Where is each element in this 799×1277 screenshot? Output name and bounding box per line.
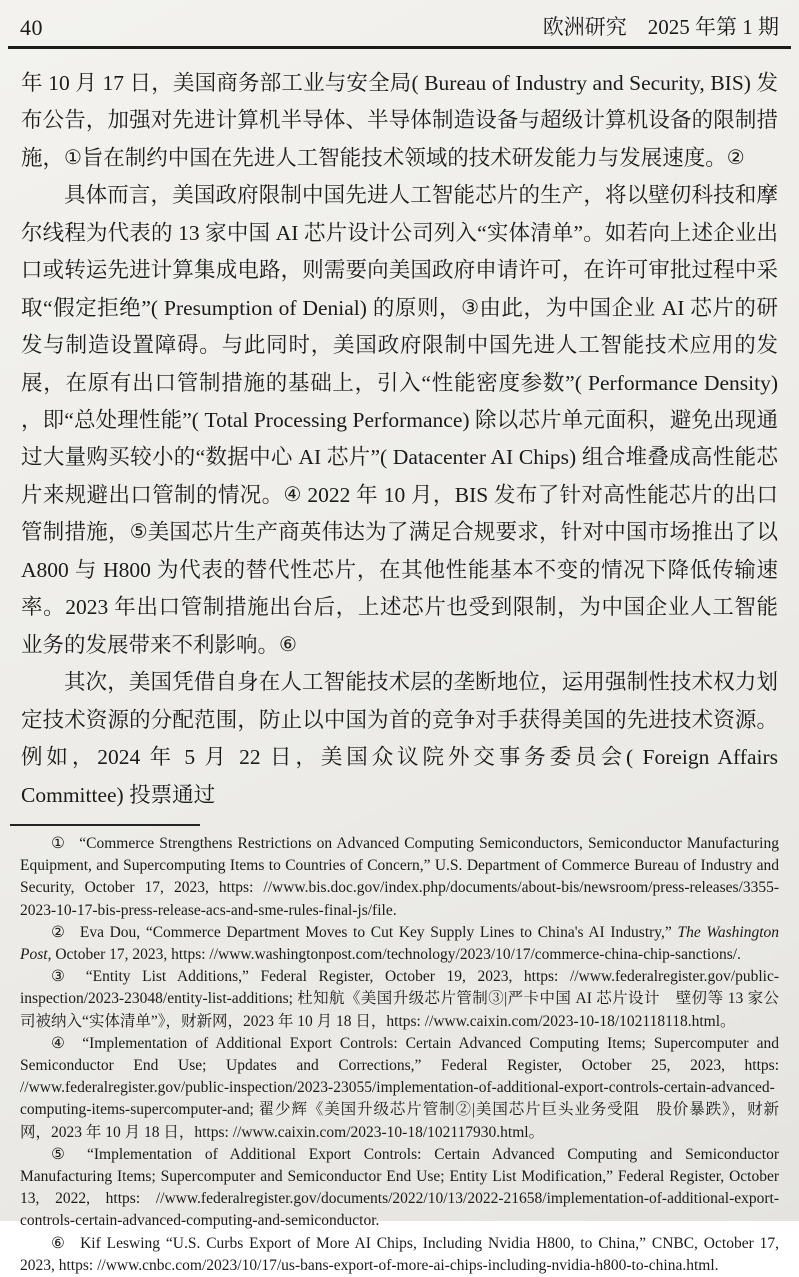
text-run: Eva Dou, “Commerce Department Moves to Cut Key Supply Lines to China's AI Industry,” (79, 923, 678, 941)
footnote-marker: ⑤ (51, 1145, 74, 1163)
footnote-ref: ② (726, 146, 745, 169)
footnote-item (20, 966, 779, 1033)
footnote-ref: ⑤ (129, 521, 148, 544)
text-run: 具体而言，美国政府限制中国先进人工智能芯片的生产，将以壁仞科技和摩尔线程为代表的 13 家中国 AI 芯片设计公司列入“实体清单”。如若向上述企业出口或转运先进计算集成电路，则需要向美国政府申请许可，在许可审批过程中采取“假定拒绝”( Presumption of Denial) 的原则， (21, 183, 778, 320)
footnotes-section (0, 833, 799, 1277)
text-run: 旨在制约中国在先进人工智能技术领域的技术研发能力与发展速度。 (81, 145, 727, 170)
text-run: 由此，为中国企业 AI 芯片的研发与制造设置障碍。与此同时，美国政府限制中国先进人工智能技术应用的发展，在原有出口管制措施的基础上，引入“性能密度参数”( Performance Density) ，即“总处理性能”( Total Processing Performance) 除以芯片单元面积，避免出现通过大量购买较小的“数据中心 AI 芯片”( Datacenter AI Chips) 组合堆叠成高性能芯片来规避出口管制的情况。 (21, 295, 778, 507)
text-run: 其次，美国凭借自身在人工智能技术层的垄断地位，运用强制性技术权力划定技术资源的分配范围，防止以中国为首的竞争对手获得美国的先进技术资源。例如，2024 年 5 月 22 日，美国众议院外交事务委员会( Foreign Affairs Committee) 投票通过 (21, 670, 778, 807)
journal-title: 欧洲研究 2025 年第 1 期 (542, 15, 779, 39)
footnote-marker: ② (51, 923, 67, 941)
footnote-marker: ④ (51, 1034, 70, 1052)
text-run: Kif Leswing “U.S. Curbs Export of More AI Chips, Including Nvidia H800, to China,” CNBC, October 17, 2023, https: //www.cnbc.com/2023/10/17/us-bans-export-of-more-ai-chips-including-nvidia-h800-to-china.html. (20, 1234, 779, 1274)
body-paragraph (21, 664, 778, 814)
body-paragraph (21, 177, 778, 664)
footnote-marker: ① (51, 834, 67, 852)
text-run: 美国芯片生产商英伟达为了满足合规要求，针对中国市场推出了以 A800 与 H800 为代表的替代性芯片，在其他性能基本不变的情况下降低传输速率。2023 年出口管制措施出台后，上述芯片也受到限制，为中国企业人工智能业务的发展带来不利影响。 (21, 520, 778, 657)
text-run: 2022 年 10 月，BIS 发布了针对高性能芯片的出口管制措施， (21, 482, 778, 545)
text-run: , October 17, 2023, https: //www.washingtonpost.com/technology/2023/10/17/commerce-china-chip-sanctions/. (47, 946, 741, 963)
footnote-ref: ③ (461, 296, 480, 319)
footnote-item (20, 922, 779, 966)
footnote-item (20, 1233, 779, 1277)
body-paragraph (21, 65, 778, 177)
footnote-ref: ④ (283, 483, 302, 506)
footnote-item (20, 833, 779, 922)
footnote-item (20, 1144, 779, 1233)
text-run: “Entity List Additions,” Federal Register, October 19, 2023, https: //www.federalregister.gov/public-inspection/2023-23048/entity-list-additions; 杜知航《美国升级芯片管制③|严卡中国 AI 芯片设计 壁仞等 13 家公司被纳入“实体清单”》，财新网，2023 年 10 月 18 日，https: //www.caixin.com/2023-10-18/102118118.html。 (20, 968, 779, 1030)
footnote-ref: ① (64, 146, 82, 169)
text-run: “Implementation of Additional Export Controls: Certain Advanced Computing and Semiconductor Manufacturing Items; Supercomputer and Semiconductor End Use; Entity List Modification,” Federal Register, October 13, 2022, https: //www.federalregister.gov/documents/2022/10/13/2022-21658/implementation-of-additional-export-controls-certain-advanced-computing-and-semiconductor. (20, 1145, 779, 1230)
text-run: “Implementation of Additional Export Controls: Certain Advanced Computing Items; Supercomputer and Semiconductor End Use; Updates and Corrections,” Federal Register, October 25, 2023, https: //www.federalregister.gov/public-inspection/2023-23055/implementation-of-additional-export-controls-certain-advanced-computing-items-supercomputer-and; 翟少辉《美国升级芯片管制②|美国芯片巨头业务受阻 股价暴跌》，财新网，2023 年 10 月 18 日，https: //www.caixin.com/2023-10-18/102117930.html。 (20, 1034, 779, 1141)
footnote-marker: ③ (51, 968, 73, 986)
footnote-item (20, 1033, 779, 1144)
footnote-marker: ⑥ (51, 1234, 67, 1252)
footnote-ref: ⑥ (279, 633, 297, 656)
footnote-separator (10, 824, 200, 826)
italic-text: The Washington Post (20, 923, 779, 963)
page-header (8, 0, 791, 49)
article-body (0, 49, 799, 814)
text-run: “Commerce Strengthens Restrictions on Advanced Computing Semiconductors, Semiconductor Manufacturing Equipment, and Supercomputing Items to Countries of Concern,” U.S. Department of Commerce Bureau of Industry and Security, October 17, 2023, https: //www.bis.doc.gov/index.php/documents/about-bis/newsroom/press-releases/3355-2023-10-17-bis-press-release-acs-and-sme-rules-final-js/file. (20, 834, 779, 919)
page-number: 40 (20, 15, 43, 40)
text-run: 年 10 月 17 日，美国商务部工业与安全局( Bureau of Industry and Security, BIS) 发布公告，加强对先进计算机半导体、半导体制造设备与超级计算机设备的限制措施， (21, 71, 778, 170)
